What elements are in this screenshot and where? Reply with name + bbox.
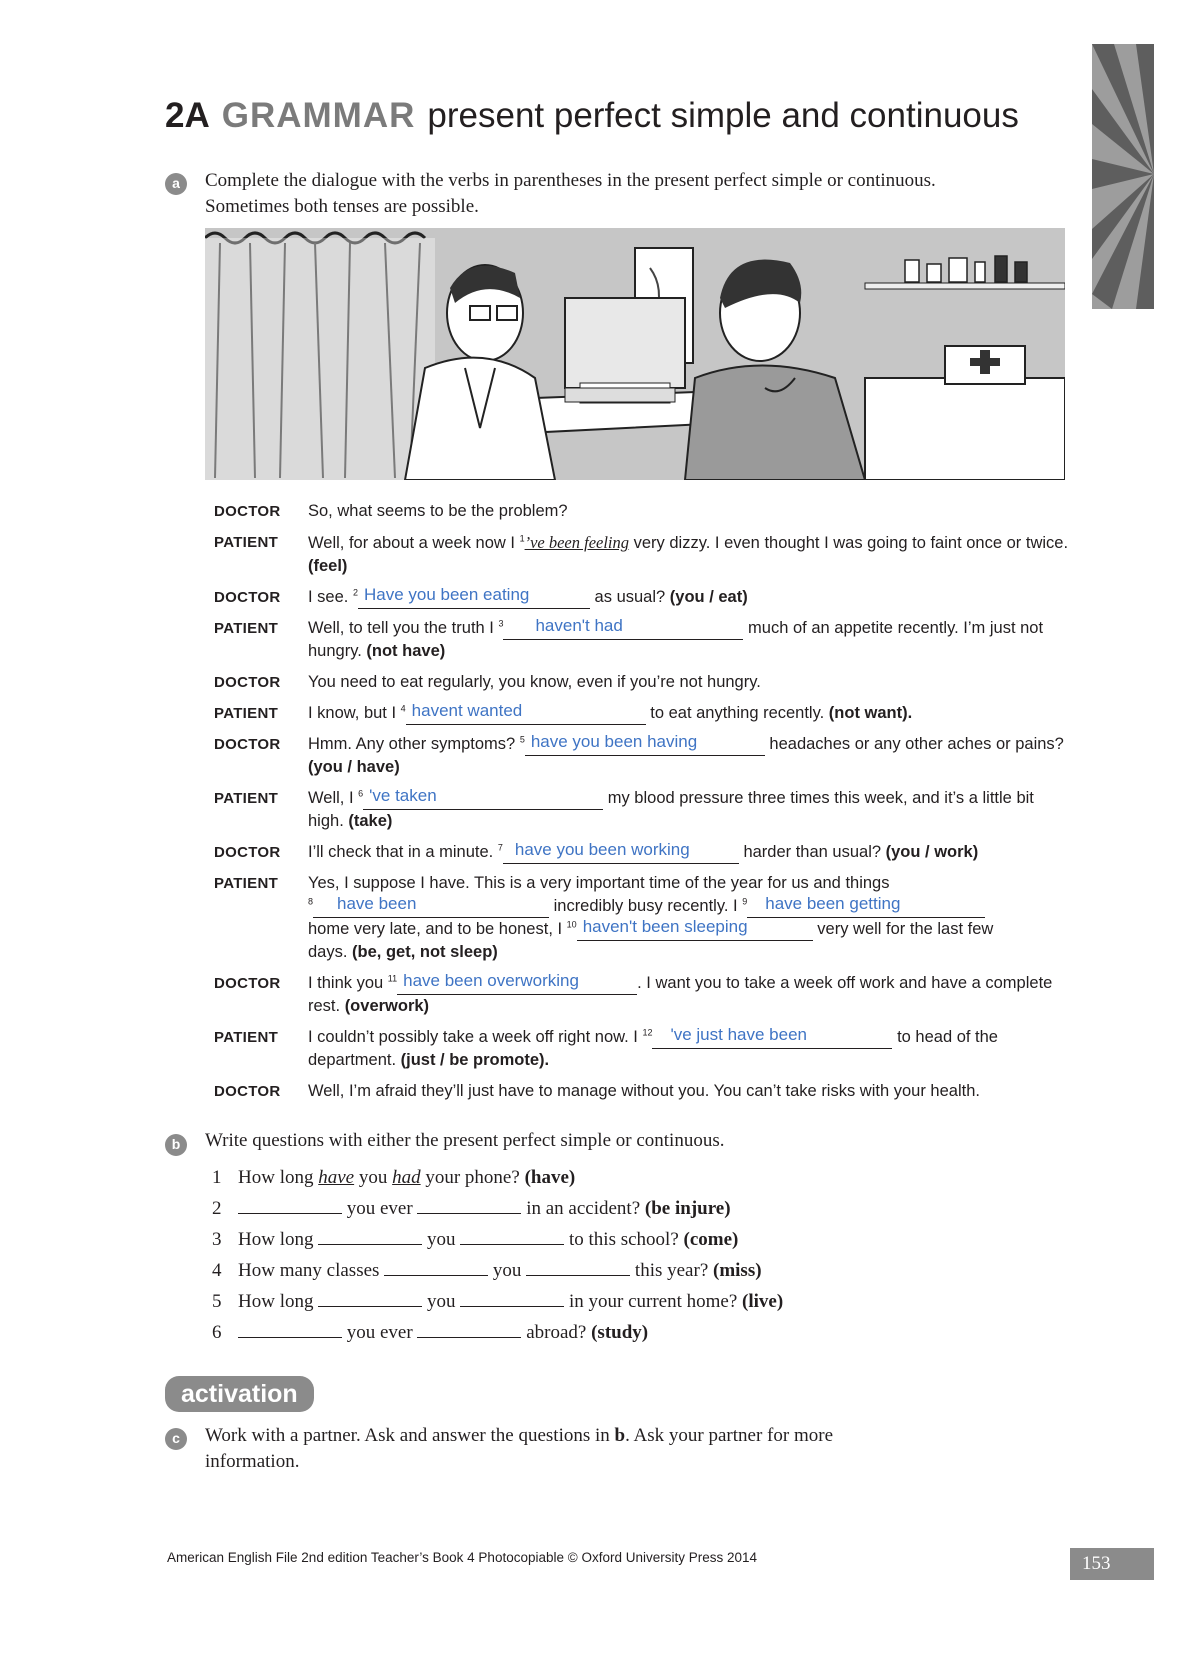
dialogue: [214, 500, 1074, 1111]
answer-blank[interactable]: [238, 1317, 342, 1338]
unit-number: 2A: [165, 96, 210, 135]
instruction-text: information.: [205, 1451, 300, 1472]
item-number: 10: [566, 919, 577, 930]
verb-prompt: (study): [591, 1322, 649, 1343]
dialogue-text: to head of the department.: [308, 1028, 998, 1069]
item-number: 1: [519, 533, 525, 544]
question-text: you: [426, 1229, 456, 1250]
item-number: 7: [497, 842, 503, 853]
instruction-text: . Ask your partner for more: [625, 1425, 833, 1446]
dialogue-text: . I want you to take a week off work and have a complete rest.: [308, 974, 1053, 1015]
dialogue-line: [214, 1080, 1074, 1103]
item-number: 4: [400, 703, 406, 714]
speaker-label: DOCTOR: [214, 674, 281, 691]
example-answer: have: [318, 1167, 355, 1188]
answer-blank[interactable]: [577, 917, 813, 941]
dialogue-text: Well, I’m afraid they’ll just have to manage without you. You can’t take risks with your health.: [308, 1082, 980, 1100]
answer-blank[interactable]: [406, 701, 646, 725]
speaker-label: DOCTOR: [214, 589, 281, 606]
exercise-a-instruction: [205, 168, 936, 220]
item-number: 6: [358, 788, 364, 799]
exercise-c-instruction: [205, 1423, 833, 1475]
handwritten-answer: haven't had: [535, 616, 623, 635]
speaker-label: DOCTOR: [214, 1083, 281, 1100]
question-text: in your current home?: [568, 1291, 743, 1312]
question-number: 4: [212, 1260, 222, 1281]
dialogue-text: Yes, I suppose I have. This is a very important time of the year for us and things: [308, 874, 890, 892]
dialogue-text: Well, I: [308, 789, 359, 807]
item-number: 8: [308, 896, 314, 907]
verb-prompt: (just / be promote).: [400, 1051, 550, 1069]
instruction-ref: b: [614, 1425, 626, 1446]
dialogue-line: [214, 617, 1074, 663]
question-text: you: [492, 1260, 522, 1281]
question-text: you ever: [346, 1198, 413, 1219]
answer-blank[interactable]: [526, 1255, 630, 1276]
example-answer: ’ve been feeling: [524, 533, 630, 552]
dialogue-text: Well, to tell you the truth I: [308, 619, 499, 637]
answer-blank[interactable]: [747, 894, 985, 918]
dialogue-line: [214, 531, 1074, 578]
dialogue-text: very well for the last few: [812, 920, 994, 938]
topic-label: present perfect simple and continuous: [427, 96, 1019, 135]
dialogue-text: I couldn’t possibly take a week off right now. I: [308, 1028, 643, 1046]
exercise-c-badge: c: [165, 1428, 187, 1450]
exercise-b-badge: b: [165, 1134, 187, 1156]
question-text: How long: [238, 1229, 314, 1250]
question-item: [212, 1224, 783, 1255]
dialogue-text: my blood pressure three times this week, and it’s a little bit high.: [308, 789, 1034, 830]
dialogue-text: I know, but I: [308, 704, 401, 722]
question-number: 3: [212, 1229, 222, 1250]
dialogue-text: I’ll check that in a minute.: [308, 843, 498, 861]
item-number: 9: [742, 896, 748, 907]
speaker-label: DOCTOR: [214, 975, 281, 992]
question-text: abroad?: [526, 1322, 592, 1343]
question-item: [212, 1317, 783, 1348]
question-text: How many classes: [238, 1260, 380, 1281]
item-number: 2: [352, 587, 358, 598]
dialogue-text: as usual?: [589, 588, 670, 606]
item-number: 3: [498, 618, 504, 629]
answer-blank[interactable]: [417, 1317, 521, 1338]
answer-blank[interactable]: [384, 1255, 488, 1276]
handwritten-answer: have been getting: [765, 894, 901, 913]
answer-blank[interactable]: [358, 585, 590, 609]
instruction-text: Work with a partner. Ask and answer the questions in: [205, 1425, 615, 1446]
section-label: GRAMMAR: [221, 96, 416, 135]
answer-blank[interactable]: [238, 1193, 342, 1214]
speaker-label: PATIENT: [214, 790, 279, 807]
handwritten-answer: haven't been sleeping: [582, 917, 748, 936]
verb-prompt: (overwork): [344, 997, 430, 1015]
instruction-line: Sometimes both tenses are possible.: [205, 196, 479, 217]
answer-blank[interactable]: [318, 1224, 422, 1245]
dialogue-text: You need to eat regularly, you know, even if you’re not hungry.: [308, 673, 761, 691]
dialogue-text: days.: [308, 943, 353, 961]
question-text: How long: [238, 1167, 319, 1188]
verb-prompt: (you / have): [308, 758, 400, 776]
question-item: [212, 1193, 783, 1224]
question-text: this year?: [634, 1260, 713, 1281]
dialogue-line: [214, 1026, 1074, 1072]
answer-blank[interactable]: [652, 1025, 892, 1049]
verb-prompt: (not want).: [828, 704, 913, 722]
verb-prompt: (live): [742, 1291, 784, 1312]
item-number: 5: [519, 734, 525, 745]
question-number: 2: [212, 1198, 222, 1219]
speaker-label: PATIENT: [214, 705, 279, 722]
instruction-line: Complete the dialogue with the verbs in parentheses in the present perfect simple or continuous.: [205, 170, 936, 191]
verb-prompt: (feel): [308, 557, 348, 575]
question-text: to this school?: [568, 1229, 684, 1250]
speaker-label: PATIENT: [214, 620, 279, 637]
dialogue-line: [214, 586, 1074, 609]
verb-prompt: (miss): [713, 1260, 762, 1281]
verb-prompt: (have): [524, 1167, 576, 1188]
dialogue-line: [214, 671, 1074, 694]
dialogue-text: So, what seems to be the problem?: [308, 502, 568, 520]
dialogue-text: to eat anything recently.: [645, 704, 829, 722]
question-text: How long: [238, 1291, 314, 1312]
verb-prompt: (not have): [366, 642, 446, 660]
speaker-label: PATIENT: [214, 1029, 279, 1046]
handwritten-answer: 've just have been: [670, 1025, 807, 1044]
dialogue-text: Well, for about a week now I: [308, 534, 520, 552]
speaker-label: DOCTOR: [214, 844, 281, 861]
handwritten-answer: have been overworking: [403, 971, 579, 990]
dialogue-text: very dizzy. I even thought I was going to faint once or twice.: [629, 534, 1069, 552]
speaker-label: PATIENT: [214, 875, 279, 892]
handwritten-answer: have you been working: [514, 840, 690, 859]
handwritten-answer: havent wanted: [411, 701, 523, 720]
question-text: you ever: [346, 1322, 413, 1343]
question-number: 1: [212, 1167, 222, 1188]
dialogue-text: I see.: [308, 588, 353, 606]
dialogue-line: [214, 972, 1074, 1018]
item-number: 12: [642, 1027, 653, 1038]
verb-prompt: (you / eat): [669, 588, 748, 606]
dialogue-text: I think you: [308, 974, 388, 992]
question-text: you: [426, 1291, 456, 1312]
answer-blank[interactable]: [363, 786, 603, 810]
handwritten-answer: 've taken: [369, 786, 437, 805]
handwritten-answer: have been: [337, 894, 417, 913]
answer-blank[interactable]: [525, 732, 765, 756]
verb-prompt: (be injure): [644, 1198, 731, 1219]
dialogue-line: [214, 841, 1074, 864]
answer-blank[interactable]: [503, 616, 743, 640]
handwritten-answer: Have you been eating: [363, 585, 530, 604]
speaker-label: PATIENT: [214, 534, 279, 551]
answer-blank[interactable]: [313, 894, 549, 918]
dialogue-line: [214, 787, 1074, 833]
page-title: [165, 96, 1019, 136]
question-list: [212, 1162, 783, 1348]
question-text: in an accident?: [526, 1198, 645, 1219]
question-item: [212, 1162, 783, 1193]
answer-blank[interactable]: [460, 1224, 564, 1245]
verb-prompt: (come): [683, 1229, 739, 1250]
verb-prompt: (be, get, not sleep): [352, 943, 498, 961]
dialogue-text: Hmm. Any other symptoms?: [308, 735, 520, 753]
question-text: you: [354, 1167, 393, 1188]
dialogue-line: [214, 733, 1074, 779]
dialogue-text: much of an appetite recently. I’m just not hungry.: [308, 619, 1044, 660]
dialogue-text: home very late, and to be honest, I: [308, 920, 567, 938]
verb-prompt: (take): [348, 812, 393, 830]
question-item: [212, 1255, 783, 1286]
page-number: 153: [1070, 1548, 1154, 1580]
dialogue-line: [214, 872, 1074, 964]
activation-heading: activation: [165, 1376, 314, 1412]
question-number: 6: [212, 1322, 222, 1343]
question-number: 5: [212, 1291, 222, 1312]
decorative-burst-graphic: [1092, 44, 1154, 309]
exercise-b-instruction: Write questions with either the present perfect simple or continuous.: [205, 1130, 725, 1151]
dialogue-text: headaches or any other aches or pains?: [764, 735, 1064, 753]
dialogue-text: incredibly busy recently. I: [549, 897, 743, 915]
answer-blank[interactable]: [397, 971, 637, 995]
dialogue-line: [214, 500, 1074, 523]
exercise-a-badge: a: [165, 173, 187, 195]
item-number: 11: [387, 973, 398, 984]
speaker-label: DOCTOR: [214, 736, 281, 753]
verb-prompt: (you / work): [885, 843, 979, 861]
example-answer: had: [392, 1167, 421, 1188]
answer-blank[interactable]: [460, 1286, 564, 1307]
question-item: [212, 1286, 783, 1317]
doctor-patient-illustration: [205, 228, 1065, 480]
handwritten-answer: have you been having: [530, 732, 698, 751]
dialogue-line: [214, 702, 1074, 725]
answer-blank[interactable]: [417, 1193, 521, 1214]
speaker-label: DOCTOR: [214, 503, 281, 520]
dialogue-text: harder than usual?: [738, 843, 886, 861]
answer-blank[interactable]: [503, 840, 739, 864]
answer-blank[interactable]: [318, 1286, 422, 1307]
question-text: your phone?: [420, 1167, 525, 1188]
footer-credit: American English File 2nd edition Teacher’s Book 4 Photocopiable © Oxford University Press 2014: [167, 1550, 758, 1565]
